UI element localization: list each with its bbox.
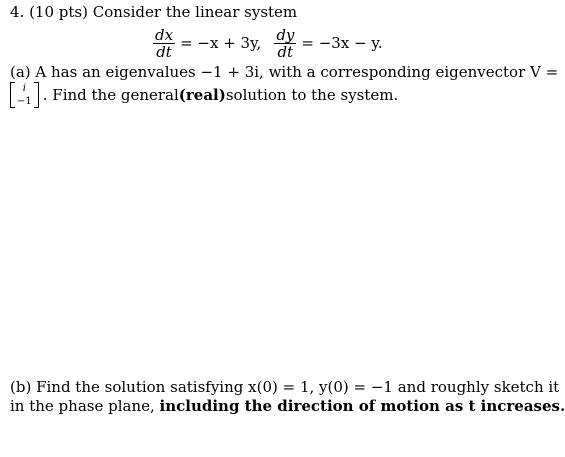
part-a-text: . Find the general <box>42 86 179 104</box>
problem-heading: 4. (10 pts) Consider the linear system <box>10 3 298 21</box>
eigenvector-matrix <box>10 82 39 108</box>
part-a-bold-real: (real) <box>178 86 226 104</box>
part-b-bold-text: including the direction of motion as t increases. <box>159 397 565 415</box>
part-b-continuation <box>10 397 565 415</box>
fraction-numerator: dx <box>155 25 174 44</box>
equation-1-rhs: = −x + 3y, <box>180 34 262 52</box>
linear-system-equations <box>150 24 385 62</box>
fraction-denominator: dt <box>277 42 294 61</box>
eigenvector-top-entry: i <box>22 83 26 94</box>
fraction-numerator: dy <box>276 25 295 44</box>
dx-dt-fraction <box>153 27 175 60</box>
part-b-plain-text: in the phase plane, <box>10 397 160 415</box>
part-b-statement: (b) Find the solution satisfying x(0) = 1, y(0) = −1 and roughly sketch it <box>10 378 560 396</box>
part-a-text-end: solution to the system. <box>225 86 399 104</box>
part-a-continuation <box>10 82 398 108</box>
part-a-statement: (a) A has an eigenvalues −1 + 3i, with a corresponding eigenvector V = <box>10 63 559 81</box>
equation-2-rhs: = −3x − y. <box>301 34 383 52</box>
eigenvector-bottom-entry: −1 <box>17 96 32 107</box>
fraction-denominator: dt <box>156 42 172 61</box>
dy-dt-fraction <box>274 27 296 60</box>
